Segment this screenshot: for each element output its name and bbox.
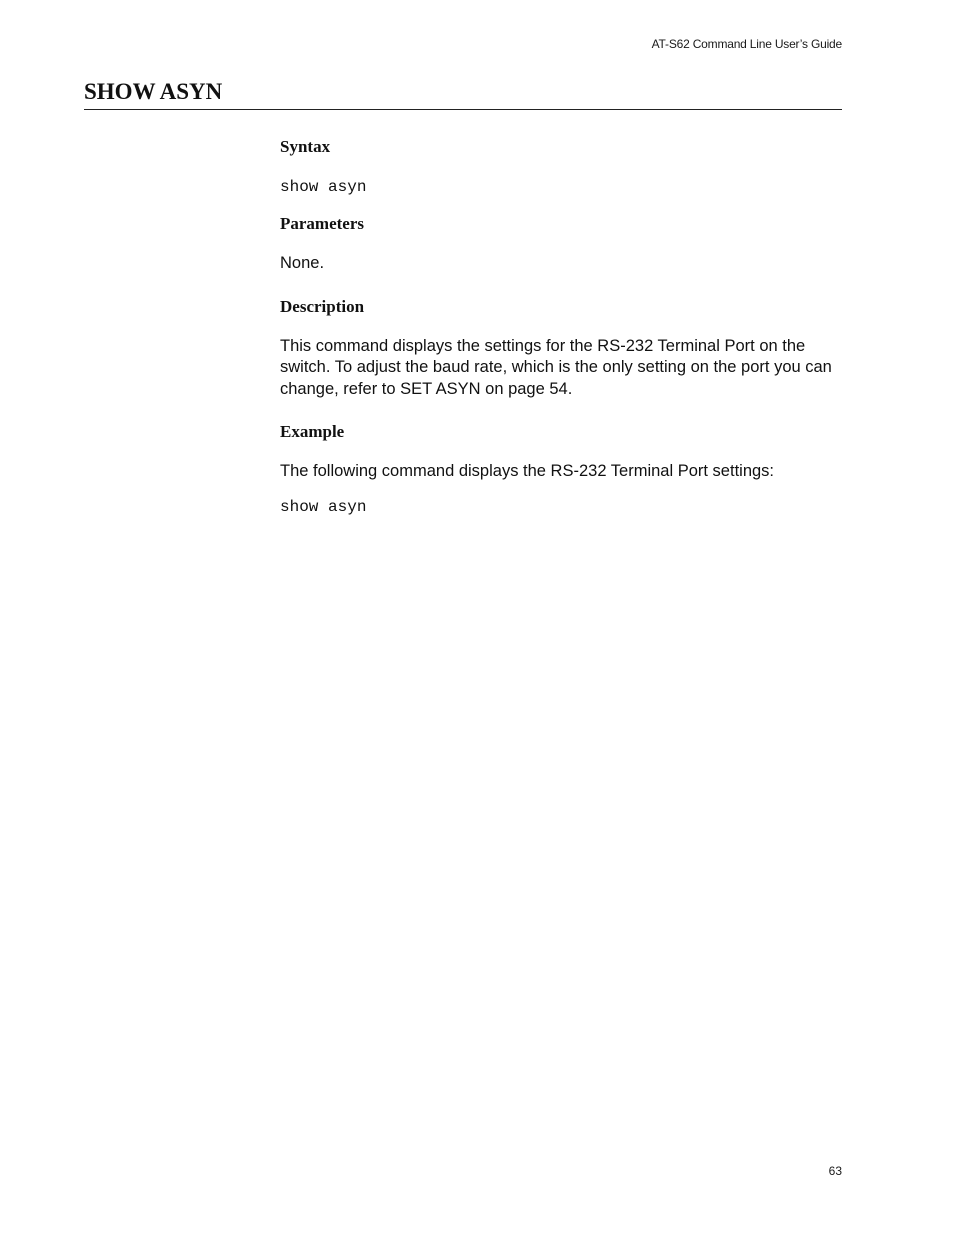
parameters-heading: Parameters: [280, 214, 365, 233]
example-code: show asyn: [280, 497, 367, 516]
example-text: The following command displays the RS-232 Terminal Port settings:: [280, 462, 775, 480]
content-column: [280, 134, 842, 518]
page-number: 63: [828, 1164, 842, 1178]
syntax-heading: Syntax: [280, 137, 331, 156]
parameters-text: None.: [280, 254, 325, 272]
example-heading: Example: [280, 422, 345, 441]
page-title: SHOW ASYN: [84, 79, 223, 104]
description-heading: Description: [280, 296, 365, 316]
syntax-code: show asyn: [280, 178, 367, 196]
title-divider: [84, 109, 842, 110]
running-header: AT-S62 Command Line User’s Guide: [651, 37, 842, 51]
description-text: This command displays the settings for the RS-232 Terminal Port on the switch. To adjust the baud rate, which is the only setting on the port you can change, refer to SET ASYN on page 54.: [280, 336, 832, 398]
